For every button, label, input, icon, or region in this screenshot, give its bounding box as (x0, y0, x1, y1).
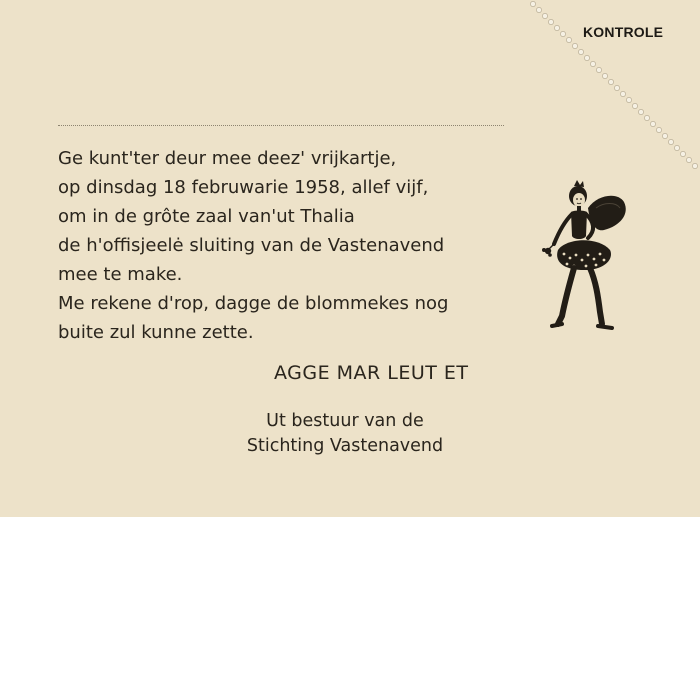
slogan: AGGE MAR LEUT ET (274, 362, 469, 384)
kontrole-label: KONTROLE (583, 24, 664, 40)
invitation-line: op dinsdag 18 februwarie 1958, allef vijf, (58, 177, 429, 198)
invitation-line: mee te make. (58, 264, 183, 285)
dancing-fairy-illustration (540, 178, 632, 333)
signature-block (220, 409, 470, 459)
invitation-line: om in de grôte zaal van'ut Thalia (58, 206, 355, 227)
signature-line: Ut bestuur van de (266, 411, 424, 431)
signature-line: Stichting Vastenavend (246, 436, 444, 456)
invitation-line: Me rekene d'rop, dagge de blommekes nog (58, 293, 449, 314)
invitation-line: buite zul kunne zette. (58, 322, 254, 343)
invitation-line: de h'offisjeelė sluiting van de Vastenavend (58, 235, 445, 256)
dotted-divider (58, 125, 504, 126)
invitation-text (58, 144, 518, 347)
invitation-line: Ge kunt'ter deur mee deez' vrijkartje, (58, 148, 397, 169)
